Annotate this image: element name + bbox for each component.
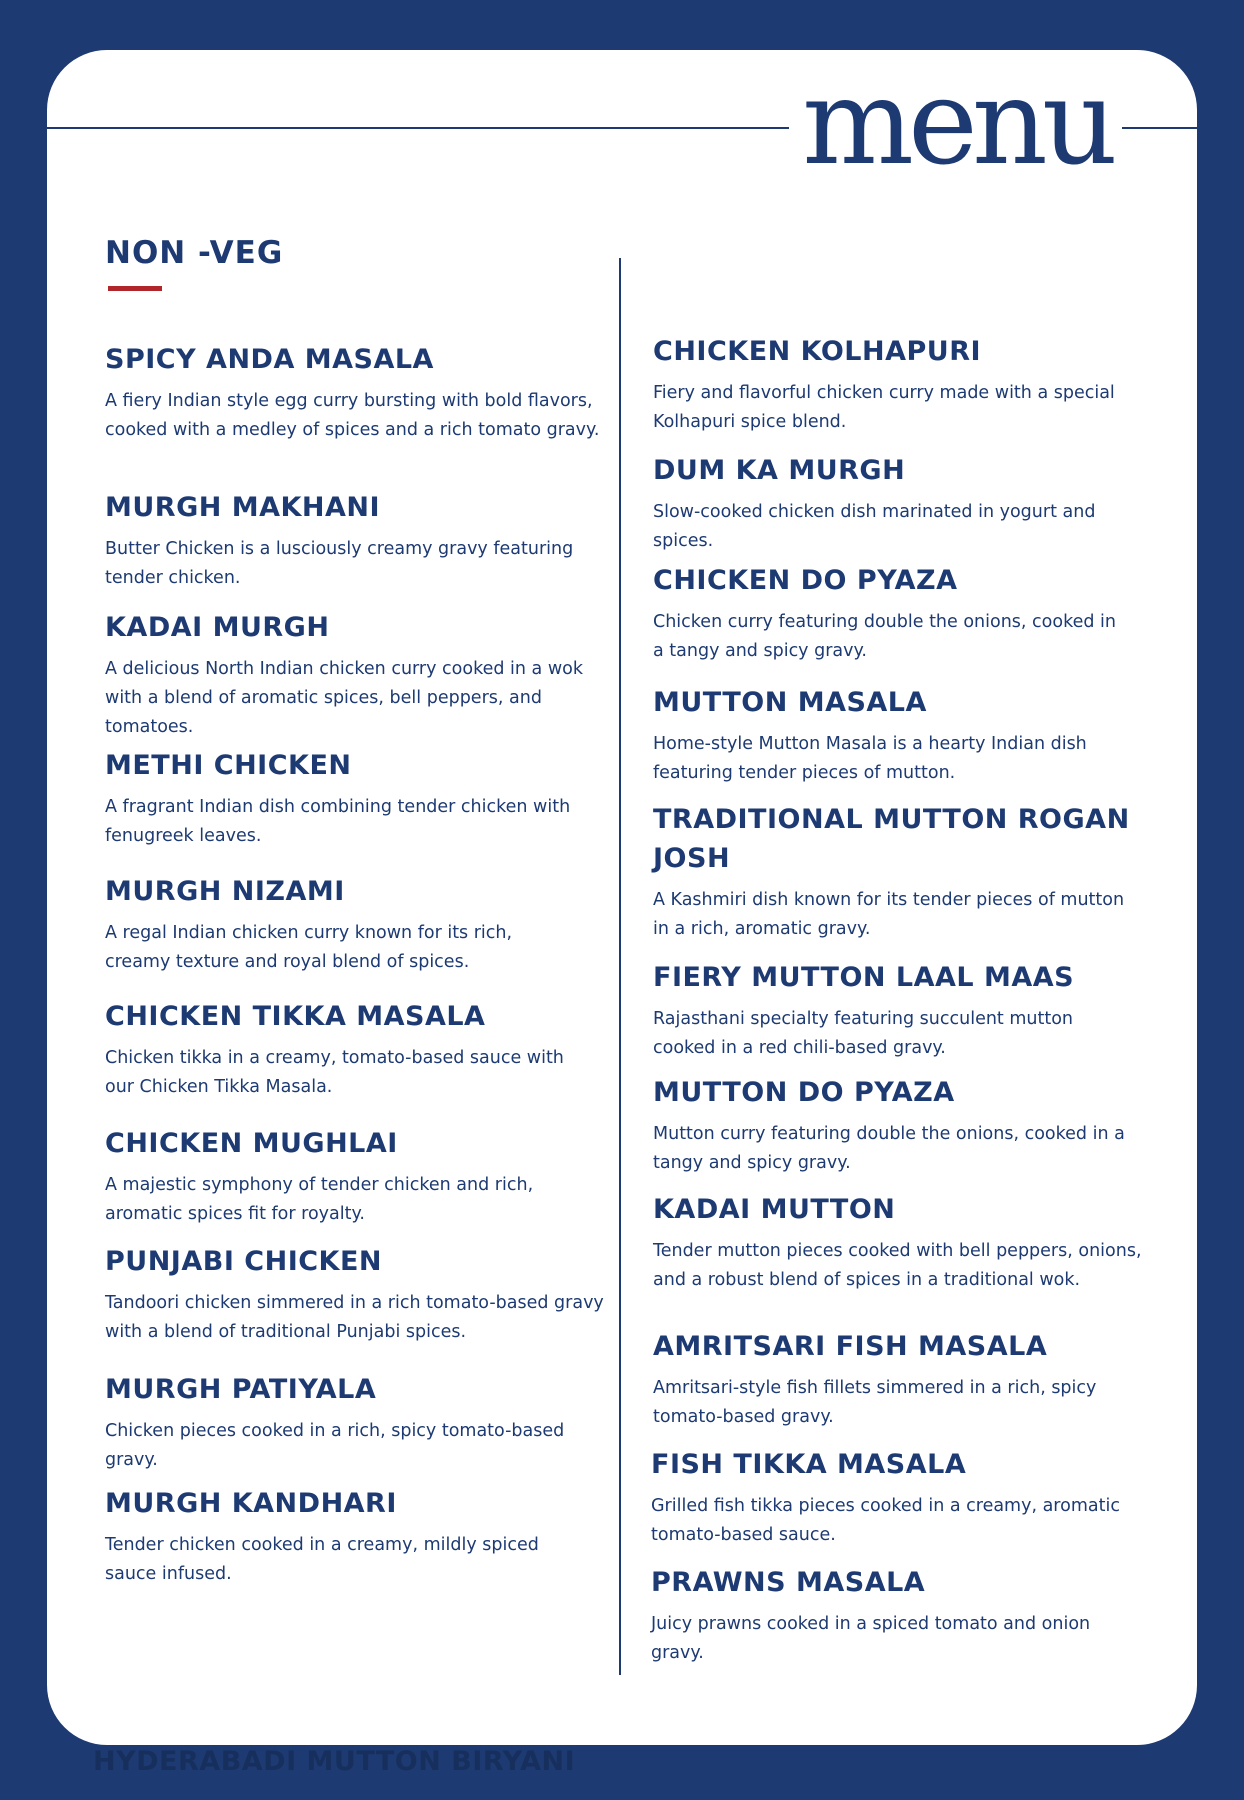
menu-title: menu xyxy=(802,53,1112,191)
item-description: Tender mutton pieces cooked with bell peppers, onions, and a robust blend of spices in a traditional wok. xyxy=(653,1241,1142,1290)
section-title: NON -VEG xyxy=(105,235,284,271)
menu-item xyxy=(653,800,1133,944)
menu-card xyxy=(47,50,1197,1745)
item-description: A majestic symphony of tender chicken and rich, aromatic spices fit for royalty. xyxy=(105,1175,534,1224)
header-rule-right xyxy=(1122,127,1197,129)
item-name: SPICY ANDA MASALA xyxy=(105,344,434,375)
overflow-item-name: HYDERABADI MUTTON BIRYANI xyxy=(93,1746,576,1777)
item-description: A regal Indian chicken curry known for its rich, creamy texture and royal blend of spices. xyxy=(105,923,513,972)
menu-item xyxy=(653,561,1123,666)
item-name: KADAI MURGH xyxy=(105,612,330,643)
item-name: MUTTON DO PYAZA xyxy=(653,1077,955,1108)
item-description: Chicken tikka in a creamy, tomato-based sauce with our Chicken Tikka Masala. xyxy=(105,1048,564,1097)
item-name: PUNJABI CHICKEN xyxy=(105,1246,383,1277)
item-name: FISH TIKKA MASALA xyxy=(651,1449,967,1480)
menu-item xyxy=(651,1563,1131,1668)
menu-item xyxy=(653,683,1133,788)
item-name: MURGH PATIYALA xyxy=(105,1374,377,1405)
item-description: A Kashmiri dish known for its tender pieces of mutton in a rich, aromatic gravy. xyxy=(653,890,1125,939)
item-description: Juicy prawns cooked in a spiced tomato and onion gravy. xyxy=(651,1614,1091,1663)
item-description: A delicious North Indian chicken curry cooked in a wok with a blend of aromatic spices, bell peppers, and tomatoes. xyxy=(105,659,583,737)
menu-item xyxy=(105,608,615,742)
item-name: FIERY MUTTON LAAL MAAS xyxy=(653,962,1075,993)
item-description: Chicken pieces cooked in a rich, spicy tomato-based gravy. xyxy=(105,1421,565,1470)
menu-item xyxy=(653,958,1133,1063)
menu-item xyxy=(105,1242,605,1347)
item-description: Rajasthani specialty featuring succulent mutton cooked in a red chili-based gravy. xyxy=(653,1009,1074,1058)
item-name: PRAWNS MASALA xyxy=(651,1567,926,1598)
menu-item xyxy=(653,451,1153,556)
menu-item xyxy=(105,488,575,593)
menu-item xyxy=(105,1484,565,1589)
item-name: TRADITIONAL MUTTON ROGAN JOSH xyxy=(653,804,1130,874)
item-name: CHICKEN DO PYAZA xyxy=(653,565,958,596)
item-name: CHICKEN MUGHLAI xyxy=(105,1128,398,1159)
item-name: DUM KA MURGH xyxy=(653,455,906,486)
section-underline xyxy=(108,286,162,291)
header-rule-left xyxy=(47,127,789,129)
item-description: Butter Chicken is a lusciously creamy gravy featuring tender chicken. xyxy=(105,539,574,588)
item-description: Tandoori chicken simmered in a rich tomato-based gravy with a blend of traditional Punjabi spices. xyxy=(105,1293,604,1342)
item-name: CHICKEN TIKKA MASALA xyxy=(105,1001,486,1032)
menu-item xyxy=(653,1190,1153,1295)
item-name: CHICKEN KOLHAPURI xyxy=(653,336,982,367)
menu-item xyxy=(653,332,1133,437)
item-description: Amritsari-style fish fillets simmered in a rich, spicy tomato-based gravy. xyxy=(653,1378,1097,1427)
menu-item xyxy=(105,746,605,851)
item-description: Slow-cooked chicken dish marinated in yogurt and spices. xyxy=(653,502,1096,551)
item-description: Fiery and flavorful chicken curry made with a special Kolhapuri spice blend. xyxy=(653,383,1115,432)
menu-item xyxy=(105,340,605,445)
item-name: MURGH MAKHANI xyxy=(105,492,381,523)
menu-item xyxy=(105,1370,565,1475)
item-description: Grilled fish tikka pieces cooked in a creamy, aromatic tomato-based sauce. xyxy=(651,1496,1120,1545)
menu-item xyxy=(653,1327,1133,1432)
column-divider xyxy=(619,258,621,1675)
item-name: KADAI MUTTON xyxy=(653,1194,896,1225)
item-description: Chicken curry featuring double the onions, cooked in a tangy and spicy gravy. xyxy=(653,612,1116,661)
item-description: Mutton curry featuring double the onions, cooked in a tangy and spicy gravy. xyxy=(653,1124,1125,1173)
item-name: METHI CHICKEN xyxy=(105,750,352,781)
item-name: MUTTON MASALA xyxy=(653,687,927,718)
menu-item xyxy=(105,872,565,977)
item-name: MURGH KANDHARI xyxy=(105,1488,397,1519)
menu-item xyxy=(653,1073,1153,1178)
menu-item xyxy=(105,997,565,1102)
item-description: Tender chicken cooked in a creamy, mildly spiced sauce infused. xyxy=(105,1535,539,1584)
item-description: Home-style Mutton Masala is a hearty Indian dish featuring tender pieces of mutton. xyxy=(653,734,1087,783)
menu-item xyxy=(105,1124,565,1229)
menu-item xyxy=(651,1445,1131,1550)
item-name: AMRITSARI FISH MASALA xyxy=(653,1331,1048,1362)
item-name: MURGH NIZAMI xyxy=(105,876,345,907)
item-description: A fragrant Indian dish combining tender chicken with fenugreek leaves. xyxy=(105,797,571,846)
item-description: A fiery Indian style egg curry bursting with bold flavors, cooked with a medley of spices and a rich tomato gravy. xyxy=(105,391,600,440)
